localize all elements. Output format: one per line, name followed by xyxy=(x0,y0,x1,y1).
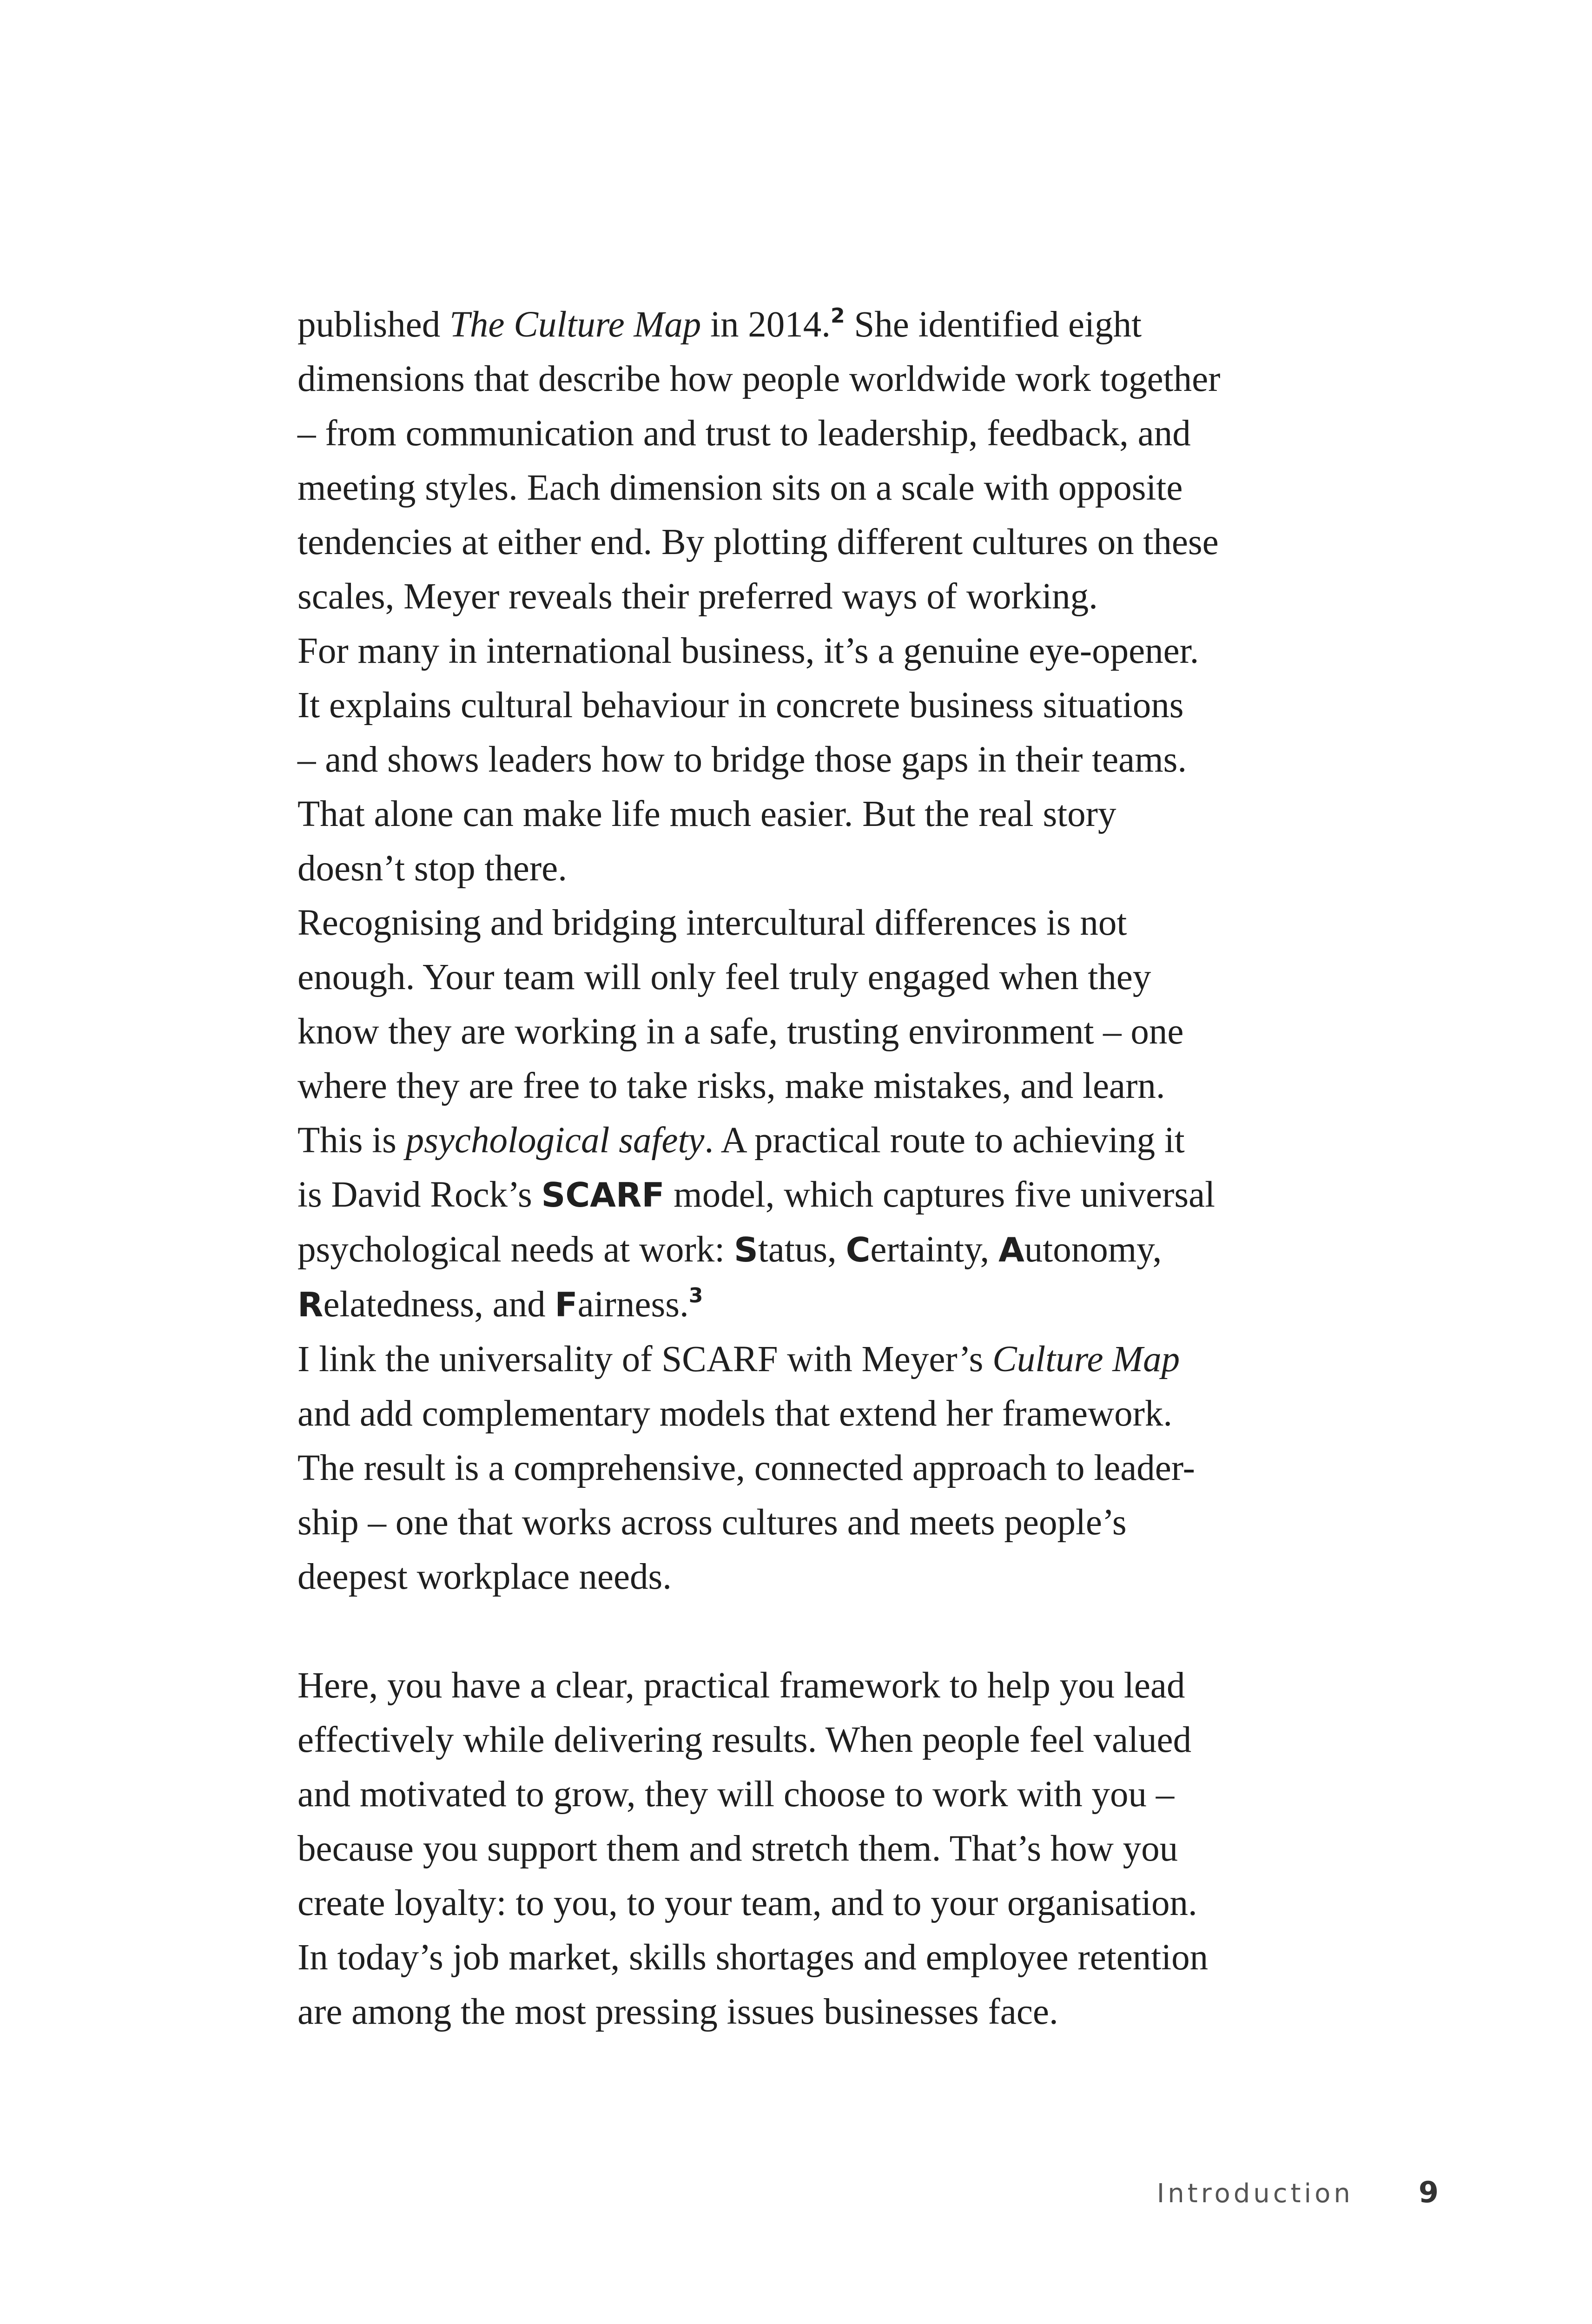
text-run: utonomy, xyxy=(1024,1229,1162,1270)
text-run: ertainty, xyxy=(870,1229,999,1270)
text-run: airness. xyxy=(577,1284,689,1325)
text-run: tatus, xyxy=(758,1229,846,1270)
body-text xyxy=(297,297,1381,2039)
text-run: elatedness, and xyxy=(323,1284,555,1325)
text-run: in 2014. xyxy=(701,304,831,345)
term-scarf: SCARF xyxy=(541,1175,665,1215)
text-line: where they are free to take risks, make mistakes, and learn. xyxy=(297,1066,1165,1106)
text-line: scales, Meyer reveals their preferred ways of working. xyxy=(297,576,1098,617)
text-line: doesn’t stop there. xyxy=(297,848,567,889)
footnote-marker-3[interactable]: 3 xyxy=(688,1284,703,1307)
text-line: and add complementary models that extend her framework. xyxy=(297,1393,1173,1434)
text-line: Recognising and bridging intercultural differences is not xyxy=(297,903,1127,943)
text-line: In today’s job market, skills shortages and employee retention xyxy=(297,1937,1209,1978)
text-run: She identified eight xyxy=(845,304,1142,345)
text-line: know they are working in a safe, trusting environment – one xyxy=(297,1011,1184,1052)
text-line: – from communication and trust to leadership, feedback, and xyxy=(297,413,1191,454)
text-line: and motivated to grow, they will choose to work with you – xyxy=(297,1774,1175,1815)
text-line: Here, you have a clear, practical framework to help you lead xyxy=(297,1665,1185,1706)
text-run: model, which captures five universal xyxy=(664,1175,1215,1215)
text-line: That alone can make life much easier. But the real story xyxy=(297,794,1116,834)
paragraph-2 xyxy=(297,624,1381,896)
page-footer xyxy=(1157,2175,1439,2209)
scarf-initial-c: C xyxy=(846,1230,871,1269)
text-line xyxy=(297,1168,1381,1222)
book-title-culture-map: The Culture Map xyxy=(449,304,701,345)
paragraph-4 xyxy=(297,1332,1381,1604)
text-line: enough. Your team will only feel truly engaged when they xyxy=(297,957,1151,997)
text-line xyxy=(297,1113,1381,1168)
footnote-marker-2[interactable]: 2 xyxy=(830,304,845,328)
paragraph-3 xyxy=(297,896,1381,1332)
text-run: I link the universality of SCARF with Meyer’s xyxy=(297,1339,993,1380)
text-line: For many in international business, it’s a genuine eye-opener. xyxy=(297,631,1199,671)
text-run: published xyxy=(297,304,449,345)
text-line: meeting styles. Each dimension sits on a scale with opposite xyxy=(297,468,1183,508)
text-run: psychological needs at work: xyxy=(297,1229,734,1270)
running-head: Introduction xyxy=(1156,2179,1354,2209)
page-number: 9 xyxy=(1418,2175,1439,2209)
text-line: are among the most pressing issues businesses face. xyxy=(297,1992,1058,2032)
text-line: tendencies at either end. By plotting different cultures on these xyxy=(297,522,1219,562)
text-line: effectively while delivering results. When people feel valued xyxy=(297,1720,1192,1760)
scarf-initial-a: A xyxy=(998,1230,1024,1269)
text-line xyxy=(297,1332,1381,1386)
paragraph-5 xyxy=(297,1658,1381,2039)
text-line: deepest workplace needs. xyxy=(297,1557,672,1597)
scarf-initial-f: F xyxy=(555,1285,578,1324)
paragraph-spacer xyxy=(297,1604,1381,1658)
paragraph-1 xyxy=(297,297,1381,624)
text-line: because you support them and stretch them. That’s how you xyxy=(297,1829,1178,1869)
text-line xyxy=(297,297,1381,352)
text-line: – and shows leaders how to bridge those gaps in their teams. xyxy=(297,739,1187,780)
text-line xyxy=(297,1277,1381,1332)
scarf-initial-r: R xyxy=(297,1285,324,1324)
text-line: The result is a comprehensive, connected approach to leader- xyxy=(297,1448,1195,1488)
text-line: It explains cultural behaviour in concrete business situations xyxy=(297,685,1184,726)
text-run: This is xyxy=(297,1120,406,1161)
text-run: . A practical route to achieving it xyxy=(704,1120,1185,1161)
text-line: create loyalty: to you, to your team, and to your organisation. xyxy=(297,1883,1197,1923)
book-title-culture-map: Culture Map xyxy=(992,1339,1180,1380)
text-run: is David Rock’s xyxy=(297,1175,542,1215)
text-line: ship – one that works across cultures and meets people’s xyxy=(297,1502,1127,1543)
scarf-initial-s: S xyxy=(733,1230,758,1269)
term-psychological-safety: psychological safety xyxy=(405,1120,705,1161)
text-line: dimensions that describe how people worldwide work together xyxy=(297,359,1221,399)
text-line xyxy=(297,1222,1381,1277)
